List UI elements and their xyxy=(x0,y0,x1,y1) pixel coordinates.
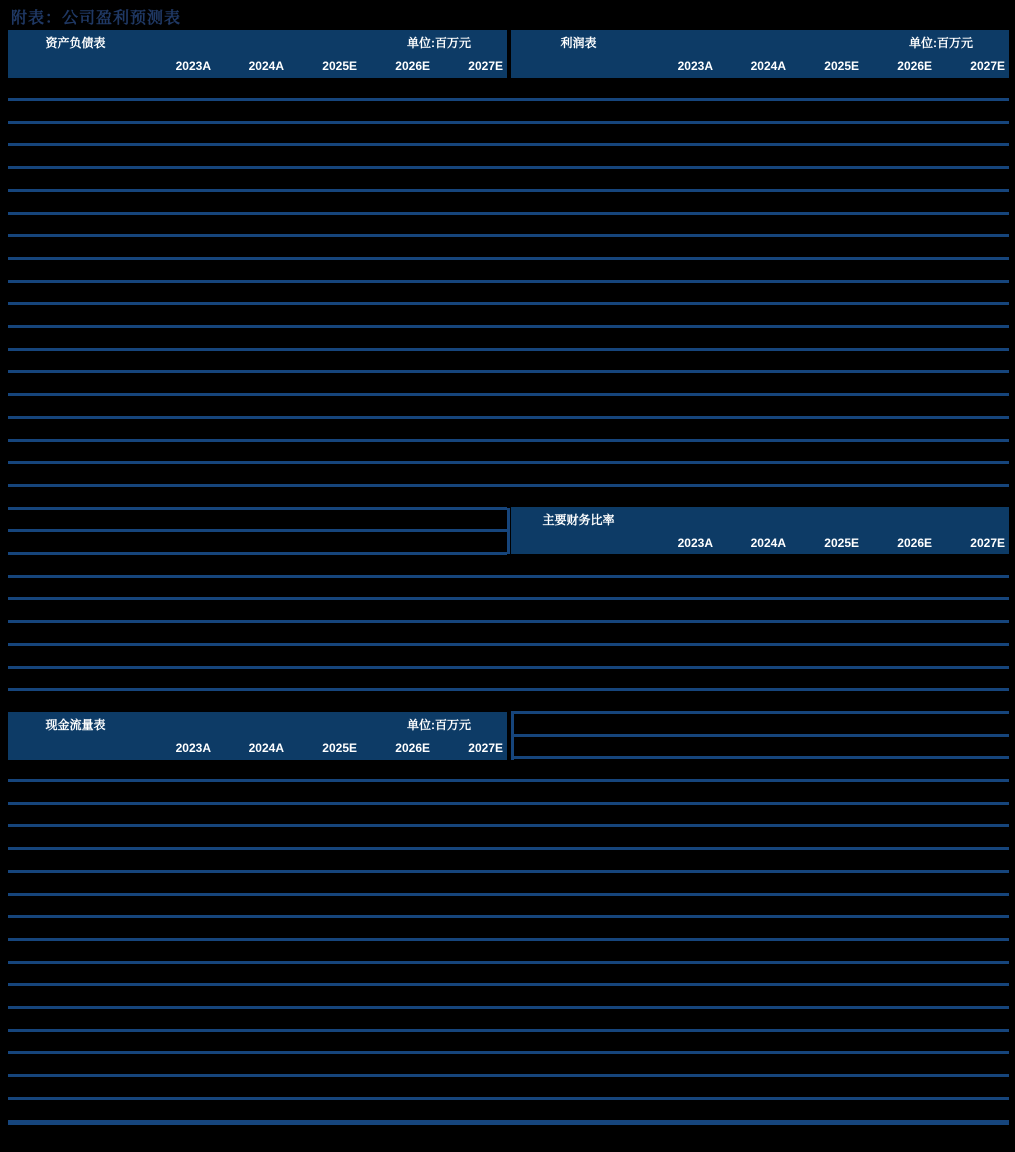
row-separator xyxy=(8,847,1009,850)
row-separator xyxy=(8,938,1009,941)
row-separator xyxy=(8,983,1009,986)
row-separator xyxy=(8,370,1009,373)
row-separator xyxy=(8,507,507,510)
row-separator xyxy=(8,529,507,532)
row-separator xyxy=(511,756,1009,759)
year-column-label: 2024A xyxy=(750,536,786,550)
row-separator xyxy=(8,461,1009,464)
year-column-label: 2025E xyxy=(824,59,859,73)
balance-sheet-header xyxy=(8,30,507,78)
row-separator xyxy=(8,393,1009,396)
income-statement-title: 利润表 xyxy=(560,35,597,50)
row-separator xyxy=(8,802,1009,805)
year-column-label: 2025E xyxy=(322,741,357,755)
year-column-label: 2026E xyxy=(395,741,430,755)
row-separator xyxy=(8,98,1009,101)
income-statement-header xyxy=(511,30,1009,78)
cash-flow-year-columns xyxy=(8,736,507,760)
balance-sheet-title: 资产负债表 xyxy=(45,35,106,50)
row-separator xyxy=(8,439,1009,442)
year-column-label: 2024A xyxy=(248,741,284,755)
row-separator xyxy=(8,189,1009,192)
row-separator xyxy=(8,143,1009,146)
row-separator xyxy=(8,575,1009,578)
page-title: 附表：公司盈利预测表 xyxy=(11,10,182,27)
row-separator xyxy=(8,1029,1009,1032)
year-column-label: 2024A xyxy=(248,59,284,73)
row-separator xyxy=(8,552,507,555)
year-column-label: 2025E xyxy=(322,59,357,73)
row-separator xyxy=(8,779,1009,782)
financial-ratios-header-row xyxy=(511,507,1009,531)
row-separator xyxy=(8,961,1009,964)
year-column-label: 2024A xyxy=(750,59,786,73)
cash-flow-unit-label: 单位:百万元 xyxy=(407,717,471,732)
row-separator xyxy=(8,257,1009,260)
row-separator xyxy=(8,121,1009,124)
row-separator xyxy=(8,1097,1009,1100)
row-separator xyxy=(8,234,1009,237)
year-column-label: 2026E xyxy=(897,59,932,73)
balance-sheet-year-columns xyxy=(8,54,507,78)
year-column-label: 2023A xyxy=(677,59,713,73)
balance-sheet-header-row xyxy=(8,30,507,54)
right-column-rows-left-border xyxy=(511,712,514,760)
year-column-label: 2023A xyxy=(175,59,211,73)
row-separator xyxy=(8,870,1009,873)
row-separator xyxy=(8,620,1009,623)
row-separator xyxy=(511,711,1009,714)
financial-ratios-title: 主要财务比率 xyxy=(542,512,615,527)
cash-flow-header-row xyxy=(8,712,507,736)
row-separator xyxy=(8,597,1009,600)
row-separator xyxy=(8,1051,1009,1054)
balance-sheet-unit-label: 单位:百万元 xyxy=(407,35,471,50)
row-separator xyxy=(8,348,1009,351)
year-column-label: 2023A xyxy=(175,741,211,755)
row-separator xyxy=(8,893,1009,896)
year-column-label: 2027E xyxy=(468,59,503,73)
row-separator xyxy=(8,824,1009,827)
row-separator xyxy=(8,688,1009,691)
left-column-rows-right-border xyxy=(507,508,510,554)
year-column-label: 2026E xyxy=(897,536,932,550)
year-column-label: 2025E xyxy=(824,536,859,550)
income-statement-year-columns xyxy=(511,54,1009,78)
cash-flow-title: 现金流量表 xyxy=(45,717,106,732)
row-separator xyxy=(8,643,1009,646)
row-separator xyxy=(8,484,1009,487)
row-separator xyxy=(8,915,1009,918)
row-separator xyxy=(511,734,1009,737)
year-column-label: 2027E xyxy=(970,536,1005,550)
row-separator xyxy=(8,416,1009,419)
row-separator xyxy=(8,280,1009,283)
year-column-label: 2027E xyxy=(970,59,1005,73)
year-column-label: 2027E xyxy=(468,741,503,755)
financial-ratios-header xyxy=(511,507,1009,554)
year-column-label: 2026E xyxy=(395,59,430,73)
row-separator xyxy=(8,302,1009,305)
row-separator xyxy=(8,1006,1009,1009)
row-separator xyxy=(8,1120,1009,1125)
year-column-label: 2023A xyxy=(677,536,713,550)
financial-ratios-year-columns xyxy=(511,531,1009,555)
row-separator xyxy=(8,166,1009,169)
income-statement-header-row xyxy=(511,30,1009,54)
cash-flow-header xyxy=(8,712,507,760)
row-separator xyxy=(8,666,1009,669)
row-separator xyxy=(8,325,1009,328)
income-statement-unit-label: 单位:百万元 xyxy=(909,35,973,50)
row-separator xyxy=(8,212,1009,215)
row-separator xyxy=(8,1074,1009,1077)
